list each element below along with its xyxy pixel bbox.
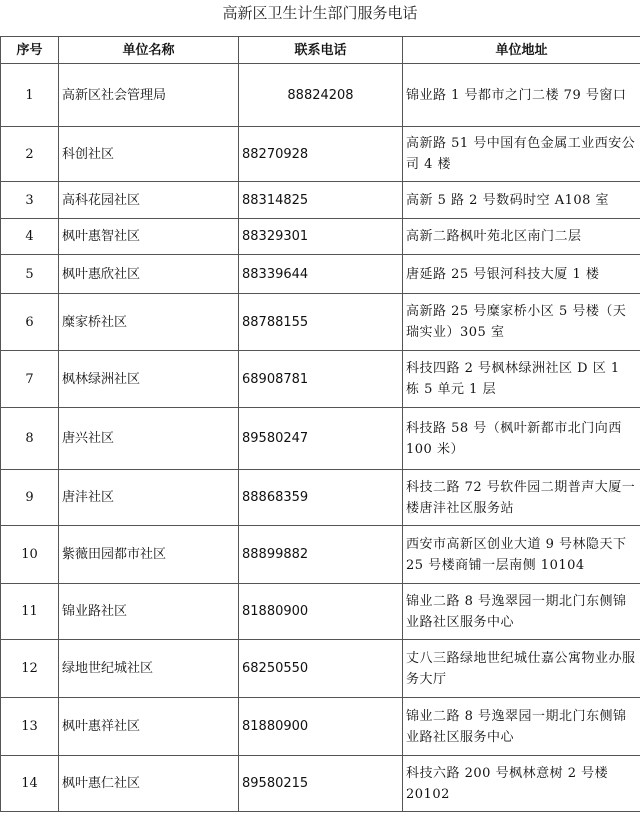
unit-address: 高新路 51 号中国有色金属工业西安公司 4 楼	[403, 127, 640, 182]
header-phone: 联系电话	[239, 37, 403, 64]
table-row	[1, 219, 640, 255]
table-row	[1, 408, 640, 470]
row-number: 11	[1, 584, 59, 640]
row-number: 10	[1, 526, 59, 584]
unit-name: 枫叶惠祥社区	[59, 698, 239, 756]
unit-name: 枫叶惠欣社区	[59, 255, 239, 294]
phone-number: 89580215	[239, 756, 403, 812]
table-header-row	[1, 37, 640, 64]
unit-name: 高新区社会管理局	[59, 64, 239, 127]
row-number: 1	[1, 64, 59, 127]
phone-number: 88868359	[239, 470, 403, 526]
header-unit-name: 单位名称	[59, 37, 239, 64]
unit-address: 西安市高新区创业大道 9 号林隐天下 25 号楼商铺一层南侧 10104	[403, 526, 640, 584]
unit-address: 科技二路 72 号软件园二期普声大厦一楼唐沣社区服务站	[403, 470, 640, 526]
unit-name: 紫薇田园都市社区	[59, 526, 239, 584]
phone-number: 88329301	[239, 219, 403, 255]
unit-address: 高新路 25 号糜家桥小区 5 号楼（天瑞实业）305 室	[403, 294, 640, 351]
unit-address: 科技四路 2 号枫林绿洲社区 D 区 1 栋 5 单元 1 层	[403, 351, 640, 408]
row-number: 3	[1, 182, 59, 219]
unit-address: 高新二路枫叶苑北区南门二层	[403, 219, 640, 255]
row-number: 7	[1, 351, 59, 408]
table-row	[1, 526, 640, 584]
unit-address: 锦业二路 8 号逸翠园一期北门东侧锦业路社区服务中心	[403, 584, 640, 640]
phone-number: 88788155	[239, 294, 403, 351]
phone-number: 68908781	[239, 351, 403, 408]
unit-address: 高新 5 路 2 号数码时空 A108 室	[403, 182, 640, 219]
unit-name: 枫林绿洲社区	[59, 351, 239, 408]
table-row	[1, 255, 640, 294]
row-number: 12	[1, 640, 59, 698]
table-row	[1, 64, 640, 127]
row-number: 4	[1, 219, 59, 255]
unit-name: 唐沣社区	[59, 470, 239, 526]
unit-name: 枫叶惠智社区	[59, 219, 239, 255]
header-number: 序号	[1, 37, 59, 64]
row-number: 13	[1, 698, 59, 756]
unit-name: 锦业路社区	[59, 584, 239, 640]
phone-number: 88270928	[239, 127, 403, 182]
contact-table	[0, 36, 640, 812]
table-row	[1, 470, 640, 526]
unit-name: 糜家桥社区	[59, 294, 239, 351]
unit-name: 枫叶惠仁社区	[59, 756, 239, 812]
phone-number: 88314825	[239, 182, 403, 219]
phone-number: 88899882	[239, 526, 403, 584]
row-number: 5	[1, 255, 59, 294]
unit-address: 锦业路 1 号都市之门二楼 79 号窗口	[403, 64, 640, 127]
unit-address: 唐延路 25 号银河科技大厦 1 楼	[403, 255, 640, 294]
phone-number: 68250550	[239, 640, 403, 698]
phone-number: 89580247	[239, 408, 403, 470]
table-row	[1, 640, 640, 698]
row-number: 8	[1, 408, 59, 470]
row-number: 2	[1, 127, 59, 182]
phone-number: 81880900	[239, 584, 403, 640]
table-row	[1, 351, 640, 408]
unit-address: 丈八三路绿地世纪城仕嘉公寓物业办服务大厅	[403, 640, 640, 698]
unit-address: 科技路 58 号（枫叶新都市北门向西 100 米）	[403, 408, 640, 470]
unit-name: 高科花园社区	[59, 182, 239, 219]
phone-number: 88339644	[239, 255, 403, 294]
unit-name: 唐兴社区	[59, 408, 239, 470]
phone-number: 88824208	[239, 64, 403, 127]
table-row	[1, 756, 640, 812]
document-title: 高新区卫生计生部门服务电话	[222, 4, 418, 22]
table-row	[1, 698, 640, 756]
phone-number: 81880900	[239, 698, 403, 756]
header-address: 单位地址	[403, 37, 640, 64]
table-row	[1, 584, 640, 640]
table-row	[1, 182, 640, 219]
table-row	[1, 127, 640, 182]
unit-address: 科技六路 200 号枫林意树 2 号楼 20102	[403, 756, 640, 812]
row-number: 9	[1, 470, 59, 526]
table-row	[1, 294, 640, 351]
unit-name: 绿地世纪城社区	[59, 640, 239, 698]
unit-address: 锦业二路 8 号逸翠园一期北门东侧锦业路社区服务中心	[403, 698, 640, 756]
row-number: 14	[1, 756, 59, 812]
row-number: 6	[1, 294, 59, 351]
unit-name: 科创社区	[59, 127, 239, 182]
